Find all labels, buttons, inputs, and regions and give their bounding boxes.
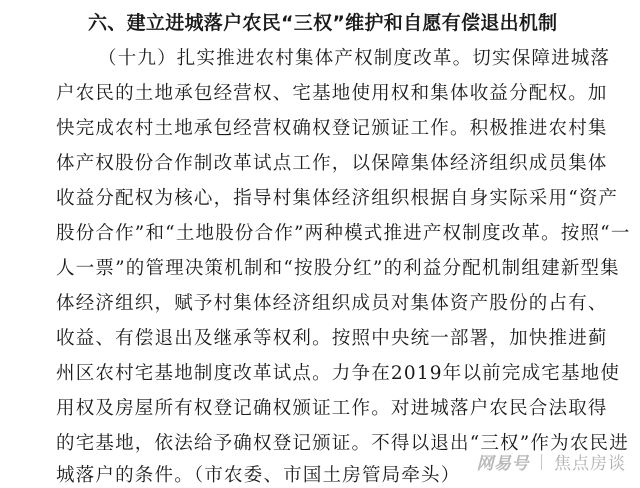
paragraph-line-12: 的宅基地，依法给予确权登记颁证。不得以退出“三权”作为农民进	[56, 433, 629, 454]
watermark-brand: 网易号	[476, 454, 529, 474]
paragraph-line-2: 户农民的土地承包经营权、宅基地使用权和集体收益分配权。加	[56, 83, 608, 104]
paragraph-line-4: 体产权股份合作制改革试点工作，以保障集体经济组织成员集体	[56, 153, 608, 174]
watermark-divider	[541, 454, 542, 470]
section-heading: 六、建立进城落户农民“三权”维护和自愿有偿退出机制	[88, 12, 558, 34]
paragraph-line-6: 股份合作”和“土地股份合作”两种模式推进产权制度改革。按照“一	[56, 223, 631, 244]
watermark	[477, 449, 627, 474]
watermark-account: 焦点房谈	[554, 454, 626, 474]
paragraph-line-1: （十九）扎实推进农村集体产权制度改革。切实保障进城落	[98, 48, 611, 69]
paragraph-line-3: 快完成农村土地承包经营权确权登记颁证工作。积极推进农村集	[56, 118, 608, 139]
paragraph-line-11: 用权及房屋所有权登记确权颁证工作。对进城落户农民合法取得	[56, 398, 608, 419]
paragraph-line-8: 体经济组织，赋予村集体经济组织成员对集体资产股份的占有、	[56, 293, 608, 314]
paragraph-line-5: 收益分配权为核心，指导村集体经济组织根据自身实际采用“资产	[56, 188, 619, 209]
paragraph-line-9: 收益、有偿退出及继承等权利。按照中央统一部署，加快推进蓟	[56, 328, 608, 349]
paragraph-line-7: 人一票”的管理决策机制和“按股分红”的利益分配机制组建新型集	[56, 258, 620, 279]
paragraph-line-10: 州区农村宅基地制度改革试点。力争在2019年以前完成宅基地使	[56, 363, 621, 384]
paragraph-line-13: 城落户的条件。（市农委、市国土房管局牵头）	[56, 465, 461, 486]
